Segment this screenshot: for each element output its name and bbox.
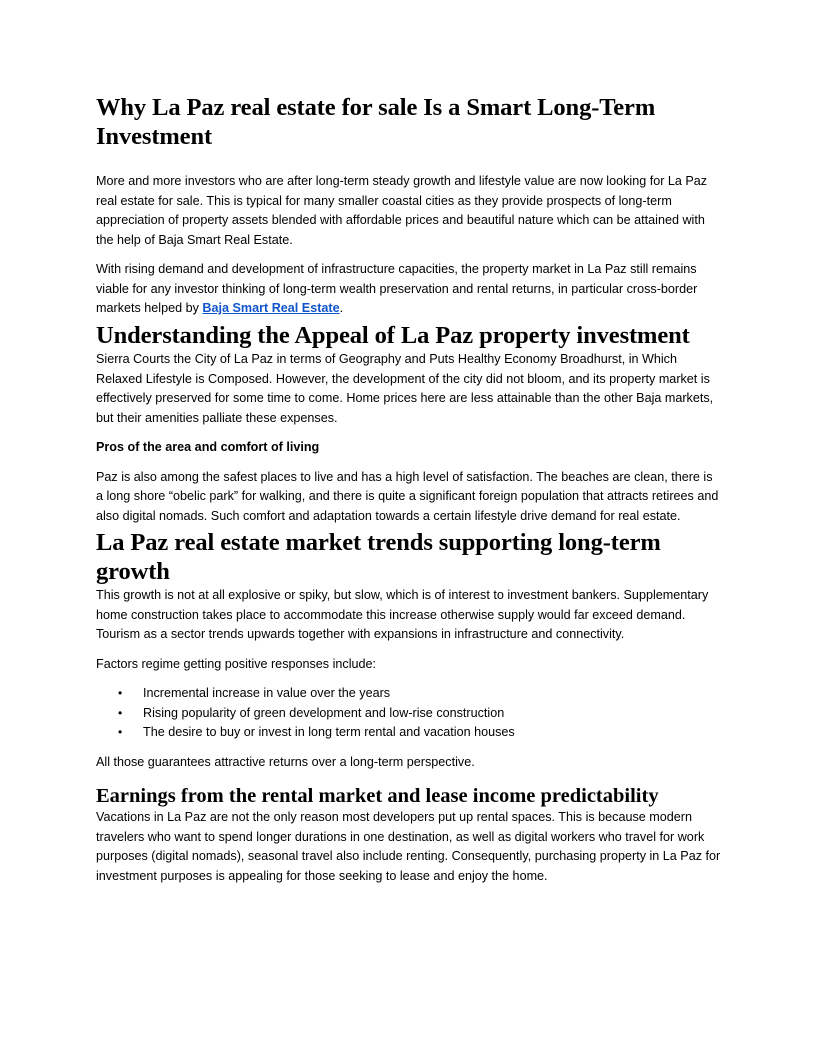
section-heading-rental-earnings: Earnings from the rental market and lease income predictability [96, 785, 659, 807]
list-item [96, 704, 722, 724]
list-item-text: Rising popularity of green development and low-rise construction [143, 705, 505, 720]
factors-intro: Factors regime getting positive responses include: [96, 656, 377, 671]
list-item [96, 684, 722, 704]
list-item-text: Incremental increase in value over the years [143, 686, 391, 700]
factors-list [96, 684, 722, 743]
rental-paragraph: Vacations in La Paz are not the only reason most developers put up rental spaces. This is because modern travelers who want to spend longer durations in one destination, as well as digital workers who travel for work purposes (digital nomads), seasonal travel also include renting. Consequently, purchasing property in La Paz for investment purposes is appealing for those seeking to lease and enjoy the home. [96, 810, 721, 883]
trends-paragraph: This growth is not at all explosive or spiky, but slow, which is of interest to investment bankers. Supplementary home construction takes place to accommodate this increase otherwise supply would far exceed demand. Tourism as a sector trends upwards together with expansions in infrastructure and connectivity. [96, 588, 709, 641]
page-title: Why La Paz real estate for sale Is a Smart Long-Term Investment [96, 94, 656, 150]
document-page [96, 94, 722, 886]
bullet-icon: • [118, 725, 123, 739]
intro-paragraph-2-end: . [339, 301, 344, 315]
intro-paragraph-2 [96, 260, 722, 319]
section-heading-market-trends: La Paz real estate market trends supporting long-term growth [96, 529, 661, 585]
intro-paragraph-1: More and more investors who are after long-term steady growth and lifestyle value are now looking for La Paz real estate for sale. This is typical for many smaller coastal cities as they provide prospects of long-term appreciation of property assets blended with affordable prices and beautiful nature which can be attained with the help of Baja Smart Real Estate. [96, 174, 708, 247]
bullet-icon: • [118, 686, 123, 700]
section-heading-appeal: Understanding the Appeal of La Paz property investment [96, 321, 690, 349]
baja-smart-real-estate-link[interactable]: Baja Smart Real Estate [202, 301, 340, 315]
pros-paragraph: Paz is also among the safest places to live and has a high level of satisfaction. The beaches are clean, there is a long shore “obelic park” for walking, and there is quite a significant foreign population that attracts retirees and also digital nomads. Such comfort and adaptation towards a certain lifestyle drive demand for real estate. [96, 469, 719, 523]
intro-paragraph-2-text: With rising demand and development of infrastructure capacities, the property market in La Paz still remains viable for any investor thinking of long-term wealth preservation and rental returns, in particular cross-border markets helped by [96, 262, 698, 315]
pros-subheading: Pros of the area and comfort of living [96, 440, 320, 454]
factors-conclusion: All those guarantees attractive returns over a long-term perspective. [96, 754, 475, 769]
list-item [96, 723, 722, 743]
list-item-text: The desire to buy or invest in long term rental and vacation houses [143, 725, 515, 739]
appeal-paragraph: Sierra Courts the City of La Paz in terms of Geography and Puts Healthy Economy Broadhurst, in Which Relaxed Lifestyle is Composed. However, the development of the city did not bloom, and its property market is effectively preserved for some time to come. Home prices here are less attainable than the other Baja markets, but their amenities palliate these expenses. [96, 352, 714, 425]
bullet-icon: • [118, 705, 123, 720]
